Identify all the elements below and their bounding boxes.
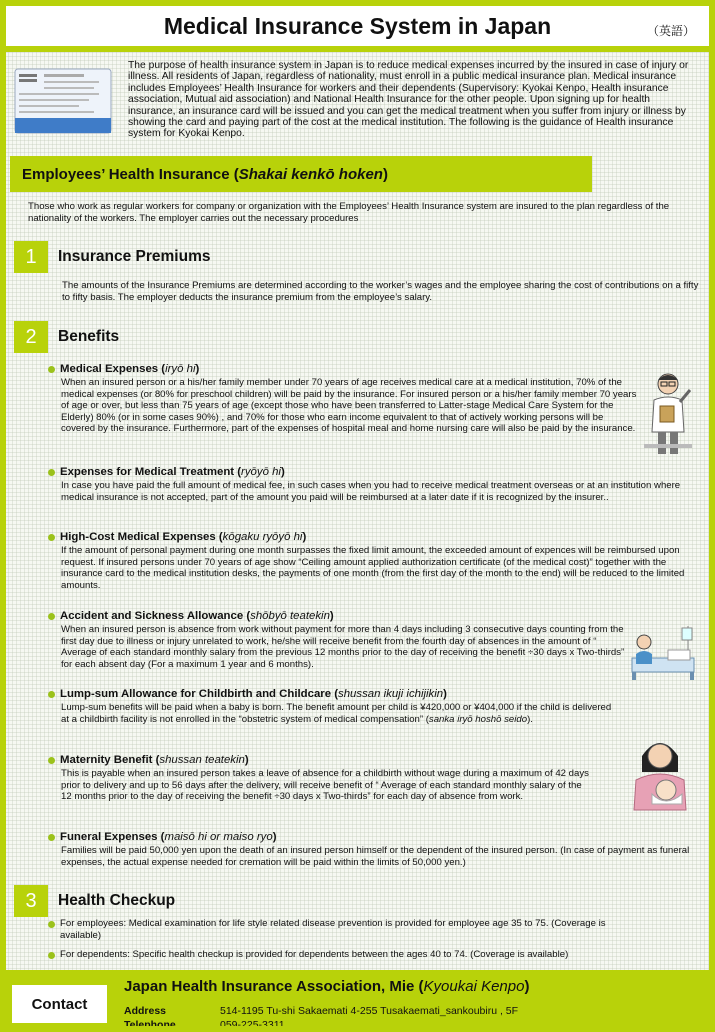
benefit-heading: Maternity Benefit ( shussan teatekin ) [48, 753, 698, 768]
mother-baby-illustration [624, 732, 696, 812]
intro-paragraph: The purpose of health insurance system in Japan is to reduce medical expenses incurred by the insured in case of injury or illness. All residents of Japan, regardless of nationality, must enroll in a public medical insurance plan. Medical insurance includes Employees’ Health Insurance for workers and their dependents (Supervisory: Kyokai Kenpo, Health insurance association, Mutual aid association) and National Health Insurance for the other people. Upon signing up for health insurance, an insurance card will be issued and you can get the medical treatment when you suffer from injury or illness by showing the card and paying part of the cost at the medical institution. The following is the guidance of Health insurance system for Kyokai Kenpo. [128, 60, 689, 140]
bullet-icon [48, 613, 55, 620]
bullet-icon [48, 366, 55, 373]
benefit-text: Families will be paid 50,000 yen upon the death of an insured person himself or the dependent of the insured person. (In case of payment as funeral expenses, the actual expense needed for cremation will be paid within the limits of 50,000 yen.) [61, 845, 690, 868]
section-insurance-premiums [14, 241, 210, 273]
bullet-icon [48, 952, 55, 959]
section-number: 1 [14, 241, 48, 273]
section-number: 3 [14, 885, 48, 917]
organization-name: Japan Health Insurance Association, Mie (Kyoukai Kenpo) [124, 978, 530, 995]
benefit-childbirth-lump-sum [48, 687, 698, 725]
checkup-employees [48, 918, 698, 943]
page-title: Medical Insurance System in Japan [163, 12, 552, 39]
section-health-checkup [14, 885, 175, 917]
bullet-icon [48, 921, 55, 928]
address-row [124, 1005, 518, 1017]
section-number: 2 [14, 321, 48, 353]
benefit-text: Lump-sum benefits will be paid when a baby is born. The benefit amount per child is ¥420,000 or ¥404,000 if the child is delivered at a childbirth facility is not enrolled in the “obstetric system of medical compensation” (sanka iryō hoshō seido). [61, 702, 612, 725]
telephone-label: Telephone [124, 1019, 176, 1031]
benefit-medical-expenses [48, 362, 698, 435]
section-title: Health Checkup [58, 892, 176, 909]
address-value: 514-1195 Tu-shi Sakaemati 4-255 Tusakaemati_sankoubiru , 5F [220, 1005, 519, 1017]
checkup-text: For dependents: Specific health checkup is provided for dependents between the ages 40 to 74. (Coverage is available) [60, 949, 569, 960]
footer-contact-bar [0, 970, 715, 1032]
benefit-high-cost [48, 530, 698, 591]
benefit-heading: Funeral Expenses ( maisō hi or maiso ryo ) [48, 830, 698, 845]
employees-insurance-band [10, 156, 592, 192]
bullet-icon [48, 834, 55, 841]
hospital-patient-illustration [630, 624, 698, 682]
benefit-text: When an insured person or a his/her family member under 70 years of age receives medical care at a medical institution, 70% of the medical expenses (or 80% for preschool children) will be paid by the insurance. For insured person or a his/her family member 70 years of age or over, but less than 75 years of age (except those who have been transferred to Latter-stage Medical Care System for the Elderly) 80% (or in some cases 90%) , and 70% for those who earn income equivalent to that of actively working persons will be covered by the insurance. Furthermore, part of the expenses of hospital meal and home nursing care will also be paid by the insurance. [61, 377, 637, 435]
header-bar [0, 0, 715, 52]
telephone-value: 059-225-3311 [220, 1019, 285, 1031]
bullet-icon [48, 534, 55, 541]
contact-label: Contact [12, 985, 107, 1023]
benefit-text: If the amount of personal payment during one month surpasses the fixed limit amount, the exceeded amount of expences will be reimbursed upon request. If insured persons under 70 years of age show “Ceiling amount applied authorization certificate (of the medical cost)” together with the insurance card to the medical institution desks, the payments of one month (from the first day of the month to the end) will be reduced to the limited amounts. [61, 545, 685, 591]
doctor-illustration [640, 370, 696, 458]
band-title-italic: Shakai kenkō hoken [238, 165, 383, 183]
premiums-text: The amounts of the Insurance Premiums are determined according to the worker’s wages and the employee sharing the cost of contributions on a fifty to fifty basis. The employer deducts the insurance premium from the employee’s salary. [62, 280, 699, 304]
bullet-icon [48, 691, 55, 698]
band-description: Those who work as regular workers for company or organization with the Employees’ Health Insurance system are insured to the plan regardless of the nationality of the workers. The employer carries out the necessary procedures [28, 201, 670, 225]
benefit-heading: Accident and Sickness Allowance ( shōbyō teatekin ) [48, 609, 698, 624]
benefit-heading: High-Cost Medical Expenses ( kōgaku ryōyō hi ) [48, 530, 698, 545]
benefit-heading: Medical Expenses ( iryō hi ) [48, 362, 698, 377]
benefit-medical-treatment [48, 465, 698, 503]
benefit-heading: Expenses for Medical Treatment ( ryōyō hi ) [48, 465, 698, 480]
benefit-text: When an insured person is absence from work without payment for more than 4 days including 3 consecutive days counting from the first day due to illness or injury unrelated to work, he/she will receive benefit from the fourth day of absences in the amount of “ Average of each standard monthly salary from the previous 12 months prior to the day of receiving the benefit ÷30 days x Two-thirds” for each absent day (For a maximum 1 year and 6 months). [61, 624, 625, 670]
checkup-dependents [48, 949, 698, 961]
benefit-funeral [48, 830, 698, 868]
bullet-icon [48, 469, 55, 476]
benefit-heading: Lump-sum Allowance for Childbirth and Childcare ( shussan ikuji ichijikin ) [48, 687, 698, 702]
insurance-card-icon [14, 68, 112, 134]
band-title-end: ) [382, 165, 388, 183]
benefit-sickness-allowance [48, 609, 698, 670]
band-title: Employees’ Health Insurance ( [22, 165, 239, 183]
benefit-maternity [48, 753, 698, 803]
language-tag: （英語） [646, 24, 695, 38]
section-title: Insurance Premiums [58, 248, 211, 265]
bullet-icon [48, 757, 55, 764]
checkup-text: For employees: Medical examination for life style related disease prevention is provided for employee age 35 to 75. (Coverage is available) [60, 918, 606, 942]
telephone-row [124, 1019, 285, 1031]
benefit-text: In case you have paid the full amount of medical fee, in such cases when you had to receive medical treatment overseas or at an institution where medical insurance is not accepted, part of the amount you paid will be reimbursed at a later date if it is recognized by the insurer.. [61, 480, 681, 503]
address-label: Address [124, 1005, 167, 1017]
section-title: Benefits [58, 328, 120, 345]
benefit-text: This is payable when an insured person takes a leave of absence for a childbirth without wage during a maximum of 42 days prior to delivery and up to 56 days after the delivery, will receive benefit of “ Average of each standard monthly salary of the 12 months prior to the day of receiving the benefit ÷30 days x Two-thirds” for each day of absence from work. [61, 768, 589, 803]
section-benefits [14, 321, 119, 353]
header-title-box [6, 6, 709, 46]
